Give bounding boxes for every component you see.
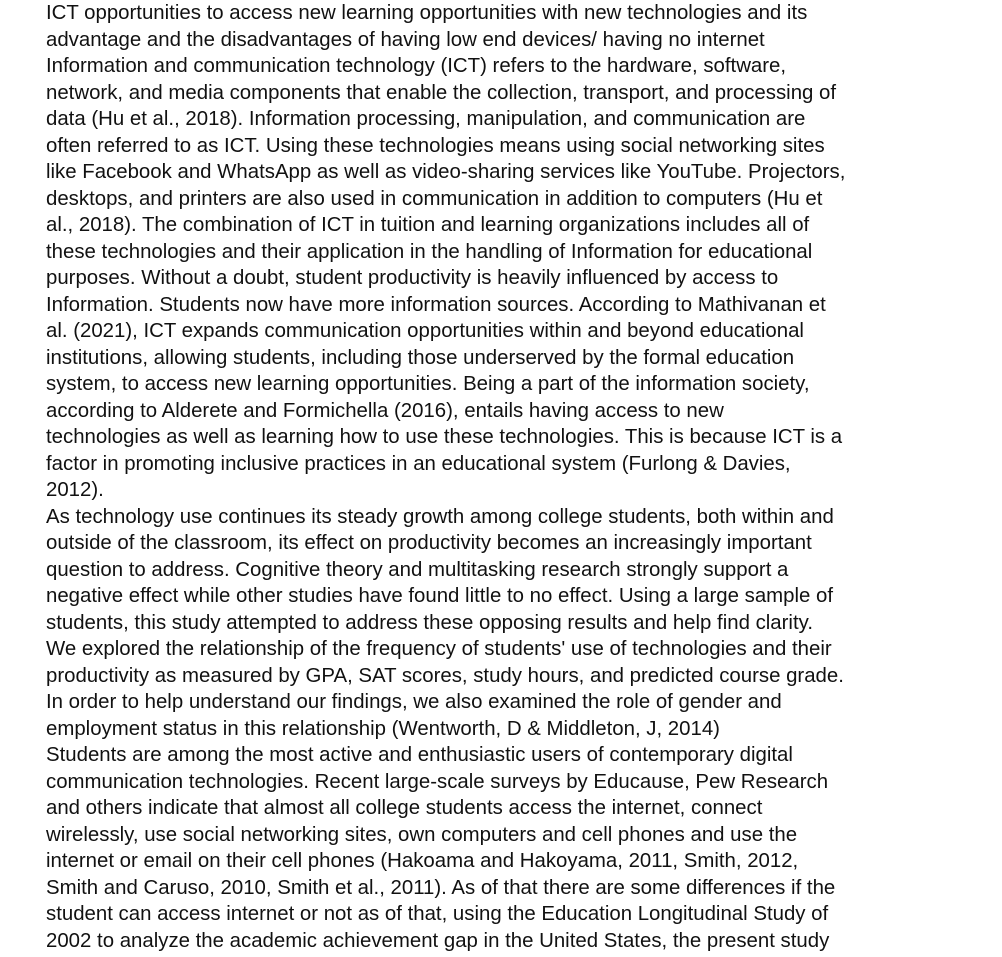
text-line: In order to help understand our findings, we also examined the role of gender and	[46, 691, 782, 713]
text-line: often referred to as ICT. Using these technologies means using social networking sites	[46, 134, 825, 157]
document-body	[46, 0, 986, 954]
text-line: student can access internet or not as of that, using the Education Longitudinal Study of	[46, 903, 829, 925]
text-line: Information and communication technology (ICT) refers to the hardware, software,	[46, 55, 787, 77]
text-line: al., 2018). The combination of ICT in tuition and learning organizations includes all of	[46, 214, 810, 236]
text-line: We explored the relationship of the frequency of students' use of technologies and their	[46, 638, 832, 660]
text-line: according to Alderete and Formichella (2016), entails having access to new	[46, 399, 724, 422]
text-line: al. (2021), ICT expands communication opportunities within and beyond educational	[46, 320, 804, 342]
text-line: system, to access new learning opportunities. Being a part of the information society,	[46, 373, 810, 395]
text-line: employment status in this relationship (Wentworth, D & Middleton, J, 2014)	[46, 717, 720, 740]
text-line: outside of the classroom, its effect on productivity becomes an increasingly important	[46, 532, 812, 554]
text-line: Information. Students now have more information sources. According to Mathivanan et	[46, 293, 826, 316]
text-line: negative effect while other studies have found little to no effect. Using a large sample of	[46, 585, 834, 607]
text-line: communication technologies. Recent large-scale surveys by Educause, Pew Research	[46, 770, 829, 793]
text-line: network, and media components that enable the collection, transport, and processing of	[46, 81, 837, 104]
text-line: question to address. Cognitive theory and multitasking research strongly support a	[46, 558, 789, 581]
text-line: ICT opportunities to access new learning opportunities with new technologies and its	[46, 2, 808, 24]
text-line: purposes. Without a doubt, student productivity is heavily influenced by access to	[46, 267, 779, 289]
text-line: desktops, and printers are also used in communication in addition to computers (Hu et	[46, 187, 823, 210]
text-line: and others indicate that almost all college students access the internet, connect	[46, 797, 763, 819]
text-line: technologies as well as learning how to use these technologies. This is because ICT is a	[46, 426, 843, 448]
text-line: advantage and the disadvantages of having low end devices/ having no internet	[46, 28, 765, 51]
text-line: As technology use continues its steady growth among college students, both within and	[46, 505, 834, 528]
text-line: internet or email on their cell phones (Hakoama and Hakoyama, 2011, Smith, 2012,	[46, 850, 799, 872]
text-line: factor in promoting inclusive practices in an educational system (Furlong & Davies,	[46, 452, 791, 475]
text-line: Students are among the most active and enthusiastic users of contemporary digital	[46, 744, 793, 766]
text-line: wirelessly, use social networking sites, own computers and cell phones and use the	[46, 823, 798, 846]
text-line: like Facebook and WhatsApp as well as video-sharing services like YouTube. Projectors,	[46, 161, 846, 183]
text-line: these technologies and their application in the handling of Information for educational	[46, 240, 813, 263]
text-line: students, this study attempted to address these opposing results and help find clarity.	[46, 611, 813, 634]
text-line: Smith and Caruso, 2010, Smith et al., 2011). As of that there are some differences if the	[46, 876, 836, 899]
text-line: institutions, allowing students, including those underserved by the formal education	[46, 346, 795, 369]
text-line: 2012).	[46, 479, 104, 501]
text-line: productivity as measured by GPA, SAT scores, study hours, and predicted course grade.	[46, 664, 844, 687]
text-line: 2002 to analyze the academic achievement gap in the United States, the present study	[46, 929, 830, 952]
text-line: data (Hu et al., 2018). Information processing, manipulation, and communication are	[46, 108, 806, 130]
